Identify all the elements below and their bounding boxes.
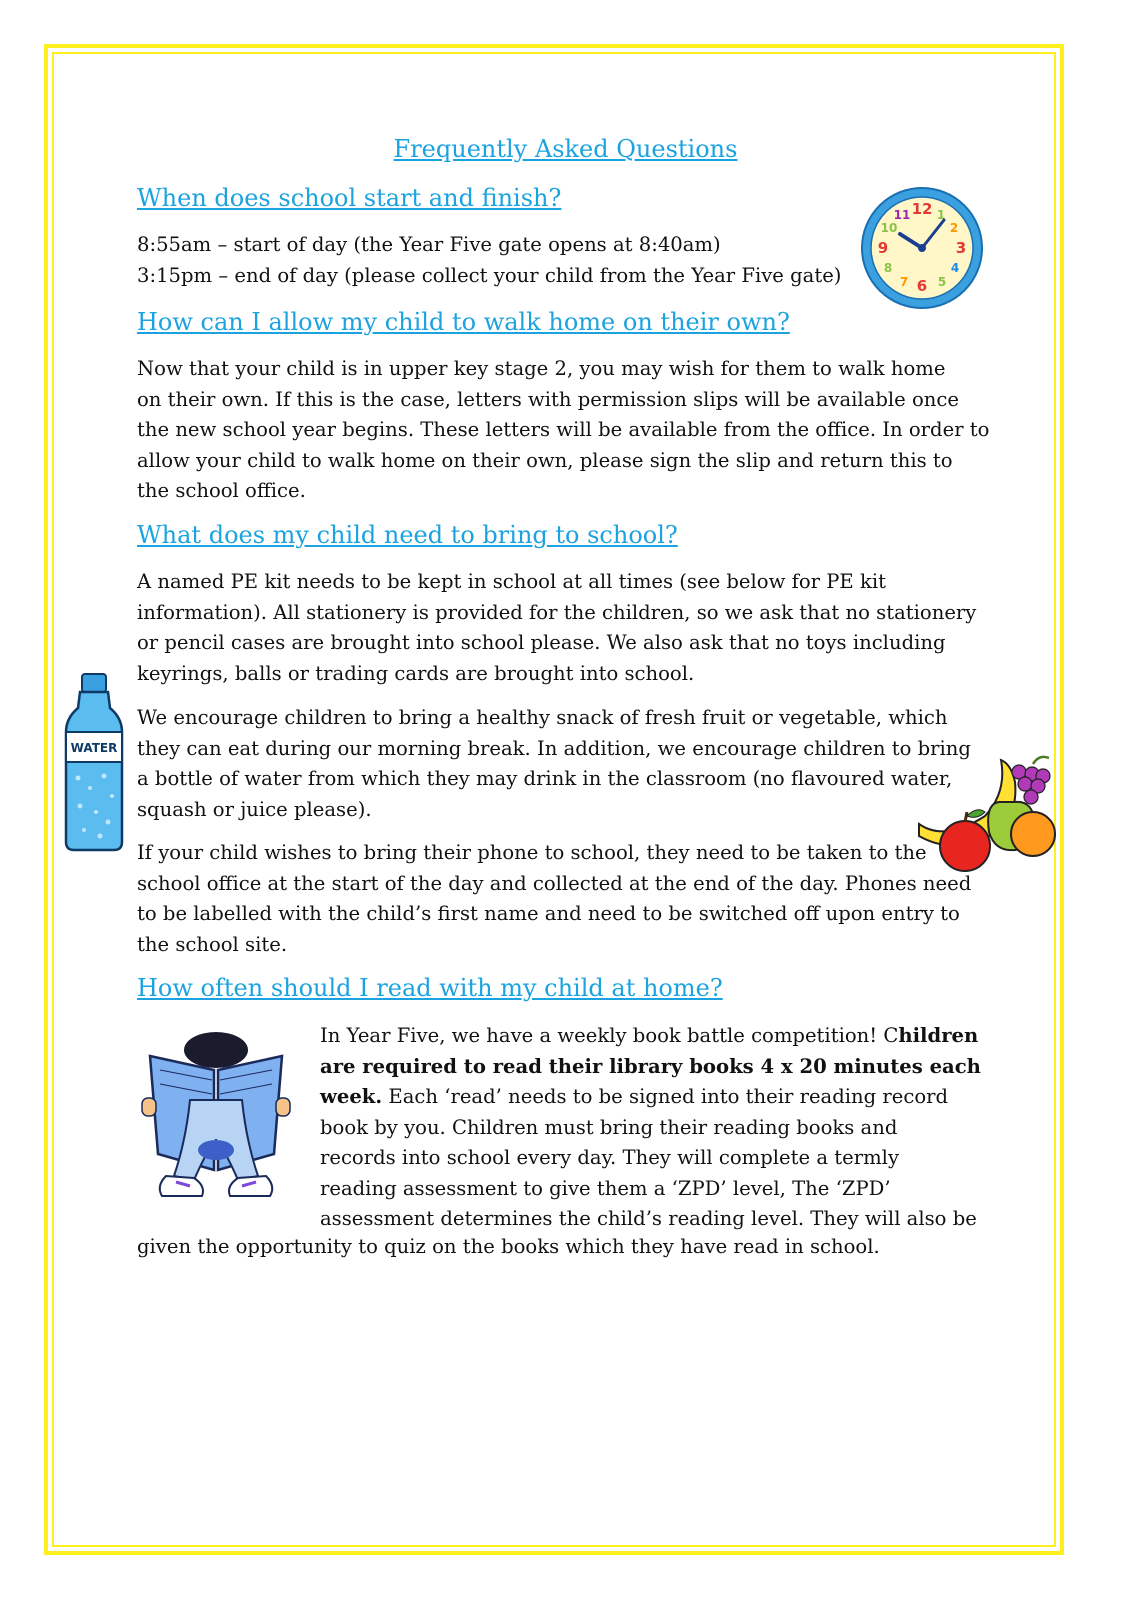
- heading-school-times: When does school start and finish?: [137, 184, 562, 212]
- page-title: Frequently Asked Questions: [393, 135, 738, 163]
- walk-home-line: the new school year begins. These letters will be available from the office. In order to: [137, 418, 990, 441]
- water-label: WATER: [70, 741, 118, 755]
- walk-home-line: Now that your child is in upper key stage 2, you may wish for them to walk home: [137, 357, 946, 380]
- heading-walk-home: How can I allow my child to walk home on their own?: [137, 308, 790, 336]
- reading-line: book by you. Children must bring their reading books and: [320, 1115, 898, 1139]
- clock-number: 7: [899, 275, 909, 289]
- reading-text-normal: Each ‘read’ needs to be signed into their reading record: [382, 1085, 949, 1108]
- what-to-bring-para-1: [137, 567, 992, 689]
- bring-line: a bottle of water from which they may drink in the classroom (no flavoured water,: [137, 767, 953, 790]
- reading-child-icon: [136, 1030, 296, 1208]
- start-time-line: 8:55am – start of day (the Year Five gate opens at 8:40am): [137, 233, 721, 256]
- clock-number: 1: [936, 208, 946, 222]
- clock-number: 3: [955, 239, 967, 257]
- reading-last-line: given the opportunity to quiz on the books which they have read in school.: [137, 1235, 880, 1258]
- bring-line: keyrings, balls or trading cards are brought into school.: [137, 661, 695, 685]
- reading-text-bold: week.: [320, 1085, 383, 1108]
- walk-home-line: the school office.: [137, 479, 306, 502]
- bring-line: A named PE kit needs to be kept in school at all times (see below for PE kit: [137, 570, 886, 593]
- heading-reading: How often should I read with my child at home?: [137, 974, 723, 1002]
- bring-line: We encourage children to bring a healthy snack of fresh fruit or vegetable, which: [137, 706, 948, 729]
- what-to-bring-para-3: [137, 838, 992, 960]
- reading-text: [320, 1021, 992, 1235]
- clock-number: 8: [883, 261, 893, 275]
- clock-number: 12: [911, 200, 933, 218]
- water-bottle-icon: [64, 672, 124, 852]
- reading-line: records into school every day. They will complete a termly: [320, 1146, 900, 1169]
- reading-line: assessment determines the child’s reading level. They will also be: [320, 1207, 977, 1230]
- bring-line: the school site.: [137, 932, 288, 956]
- clock-number: 9: [877, 239, 889, 257]
- clock-number: 11: [893, 208, 911, 222]
- reading-line: reading assessment to give them a ‘ZPD’ level, The ‘ZPD’: [320, 1176, 891, 1200]
- what-to-bring-para-2: [137, 703, 992, 825]
- reading-text-bold: hildren: [898, 1024, 979, 1047]
- heading-what-to-bring: What does my child need to bring to school?: [137, 521, 678, 549]
- bring-line: If your child wishes to bring their phone to school, they need to be taken to the: [137, 841, 927, 864]
- bring-line: or pencil cases are brought into school please. We also ask that no toys including: [137, 631, 946, 654]
- clock-icon: [860, 186, 984, 310]
- bring-line: squash or juice please).: [137, 797, 372, 821]
- clock-number: 2: [949, 221, 959, 235]
- reading-text-bold: are required to read their library books 4 x 20 minutes each: [320, 1054, 981, 1078]
- reading-line: [320, 1052, 992, 1083]
- bring-line: school office at the start of the day and collected at the end of the day. Phones need: [137, 871, 972, 895]
- reading-line: [320, 1021, 992, 1052]
- bring-line: to be labelled with the child’s first name and need to be switched off upon entry to: [137, 902, 960, 925]
- bring-line: information). All stationery is provided for the children, so we ask that no stationery: [137, 600, 977, 624]
- reading-line: [320, 1082, 992, 1113]
- clock-number: 5: [937, 275, 947, 289]
- end-time-line: 3:15pm – end of day (please collect your child from the Year Five gate): [137, 263, 842, 287]
- walk-home-line: allow your child to walk home on their own, please sign the slip and return this to: [137, 448, 953, 472]
- bring-line: they can eat during our morning break. In addition, we encourage children to bring: [137, 736, 971, 760]
- fruit-icon: [915, 752, 1060, 876]
- clock-number: 10: [880, 221, 898, 235]
- walk-home-text: [137, 354, 992, 507]
- reading-text-normal: In Year Five, we have a weekly book battle competition! C: [320, 1024, 899, 1047]
- walk-home-line: on their own. If this is the case, letters with permission slips will be available once: [137, 387, 959, 411]
- clock-number: 4: [950, 261, 960, 275]
- clock-number: 6: [916, 277, 928, 295]
